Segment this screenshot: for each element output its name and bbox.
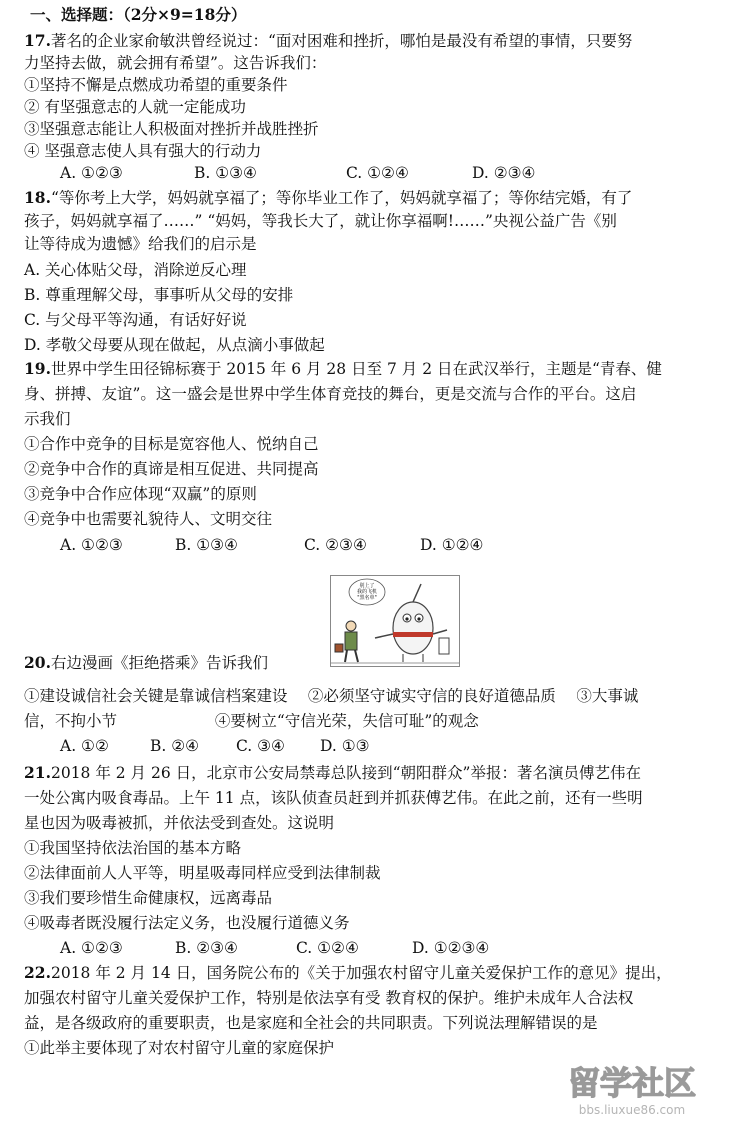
bubble-line-2: 我的飞机 — [356, 589, 378, 595]
q21-option-c[interactable]: C. ①②④ — [296, 939, 359, 957]
q19-stem-line-1: 19.世界中学生田径锦标赛于 2015 年 6 月 28 日至 7 月 2 日在武汉举行，主题是“青春、健 — [24, 359, 662, 378]
q21-item-4: ④吸毒者既没履行法定义务，也没履行道德义务 — [24, 914, 350, 932]
q20-option-a[interactable]: A. ①② — [60, 737, 109, 755]
q17-item-2: ② 有坚强意志的人就一定能成功 — [24, 98, 246, 116]
q19-option-b[interactable]: B. ①③④ — [175, 536, 238, 554]
q21-option-d[interactable]: D. ①②③④ — [412, 939, 490, 957]
q19-item-4: ④竞争中也需要礼貌待人、文明交往 — [24, 510, 273, 528]
cartoon-refuse-boarding — [330, 575, 460, 667]
q17-stem-line-2: 力坚持去做，就会拥有希望”。这告诉我们： — [24, 54, 327, 72]
bubble-line-3: "黑名单" — [357, 595, 377, 601]
q22-stem-line-3: 益，是各级政府的重要职责，也是家庭和全社会的共同职责。下列说法理解错误的是 — [24, 1014, 598, 1032]
q17-item-3: ③坚强意志能让人积极面对挫折并战胜挫折 — [24, 120, 319, 138]
q18-option-c[interactable]: C. 与父母平等沟通，有话好好说 — [24, 311, 247, 329]
watermark-url: bbs.liuxue86.com — [578, 1103, 686, 1117]
q18-stem-line-3: 让等待成为遗憾》给我们的启示是 — [24, 235, 257, 253]
q19-item-2: ②竞争中合作的真谛是相互促进、共同提高 — [24, 460, 319, 478]
q17-option-d[interactable]: D. ②③④ — [472, 164, 536, 182]
q21-option-b[interactable]: B. ②③④ — [175, 939, 238, 957]
q21-stem-line-2: 一处公寓内吸食毒品。上午 11 点，该队侦查员赶到并抓获傅艺伟。在此之前，还有一些明 — [24, 789, 643, 807]
q22-stem-line-2: 加强农村留守儿童关爱保护工作，特别是依法享有受 教育权的保护。维护未成年人合法权 — [24, 989, 634, 1007]
q21-stem-line-1: 21.2018 年 2 月 26 日，北京市公安局禁毒总队接到“朝阳群众”举报：著名演员傅艺伟在 — [24, 763, 641, 782]
q21-stem-line-3: 星也因为吸毒被抓，并依法受到查处。这说明 — [24, 814, 335, 832]
q20-number: 20. — [24, 653, 51, 672]
q21-item-3: ③我们要珍惜生命健康权，远离毒品 — [24, 889, 273, 907]
q17-number: 17. — [24, 31, 51, 50]
q19-stem-line-2: 身、拼搏、友谊”。这一盛会是世界中学生体育竞技的舞台，更是交流与合作的平台。这启 — [24, 385, 637, 403]
q22-stem-line-1: 22.2018 年 2 月 14 日，国务院公布的《关于加强农村留守儿童关爱保护工作的意见》提出， — [24, 963, 672, 982]
q20-stem: 20.右边漫画《拒绝搭乘》告诉我们 — [24, 653, 268, 672]
watermark-logo — [548, 1058, 718, 1120]
q21-option-a[interactable]: A. ①②③ — [60, 939, 123, 957]
q21-number: 21. — [24, 763, 51, 782]
q21-item-1: ①我国坚持依法治国的基本方略 — [24, 839, 242, 857]
cartoon-illustration — [331, 576, 459, 666]
q17-item-1: ①坚持不懈是点燃成功希望的重要条件 — [24, 76, 288, 94]
watermark-graphic — [548, 1058, 718, 1120]
q18-option-d[interactable]: D. 孝敬父母要从现在做起，从点滴小事做起 — [24, 336, 325, 354]
q19-number: 19. — [24, 359, 51, 378]
watermark-logo-text: 留学社区 — [567, 1064, 697, 1102]
q17-option-a[interactable]: A. ①②③ — [60, 164, 123, 182]
q20-option-d[interactable]: D. ①③ — [320, 737, 370, 755]
q19-stem-line-3: 示我们 — [24, 410, 71, 428]
man-figure — [335, 621, 358, 662]
section-title: 一、选择题：（2分×9=18分） — [30, 5, 247, 24]
q21-item-2: ②法律面前人人平等，明星吸毒同样应受到法律制裁 — [24, 864, 381, 882]
q22-number: 22. — [24, 963, 51, 982]
q20-option-b[interactable]: B. ②④ — [150, 737, 200, 755]
q17-option-b[interactable]: B. ①③④ — [194, 164, 257, 182]
q17-stem-line-1: 17.著名的企业家俞敏洪曾经说过：“面对困难和挫折，哪怕是最没有希望的事情，只要努 — [24, 31, 633, 50]
q19-item-3: ③竞争中合作应体现“双赢”的原则 — [24, 485, 257, 503]
q18-stem-line-1: 18.“等你考上大学，妈妈就享福了；等你毕业工作了，妈妈就享福了；等你结完婚，有了 — [24, 188, 633, 207]
q19-option-c[interactable]: C. ②③④ — [304, 536, 367, 554]
bubble-line-1: 别上了 — [359, 583, 375, 589]
q20-option-c[interactable]: C. ③④ — [236, 737, 285, 755]
q22-item-1: ①此举主要体现了对农村留守儿童的家庭保护 — [24, 1039, 335, 1057]
q19-item-1: ①合作中竞争的目标是宽容他人、悦纳自己 — [24, 435, 319, 453]
q20-item-line-2: 信，不拘小节 ④要树立“守信光荣，失信可耻”的观念 — [24, 712, 479, 730]
q19-option-a[interactable]: A. ①②③ — [60, 536, 123, 554]
q20-item-line-1: ①建设诚信社会关键是靠诚信档案建设 ②必须坚守诚实守信的良好道德品质 ③大事诚 — [24, 687, 639, 705]
q18-number: 18. — [24, 188, 51, 207]
q17-option-c[interactable]: C. ①②④ — [346, 164, 409, 182]
q18-option-a[interactable]: A. 关心体贴父母，消除逆反心理 — [24, 261, 247, 279]
q17-item-4: ④ 坚强意志使人具有强大的行动力 — [24, 142, 262, 160]
airplane-character — [375, 584, 449, 662]
q18-option-b[interactable]: B. 尊重理解父母，事事听从父母的安排 — [24, 286, 294, 304]
q18-stem-line-2: 孩子，妈妈就享福了……” “妈妈，等我长大了，就让你享福啊!……”央视公益广告《别 — [24, 212, 617, 230]
q19-option-d[interactable]: D. ①②④ — [420, 536, 484, 554]
